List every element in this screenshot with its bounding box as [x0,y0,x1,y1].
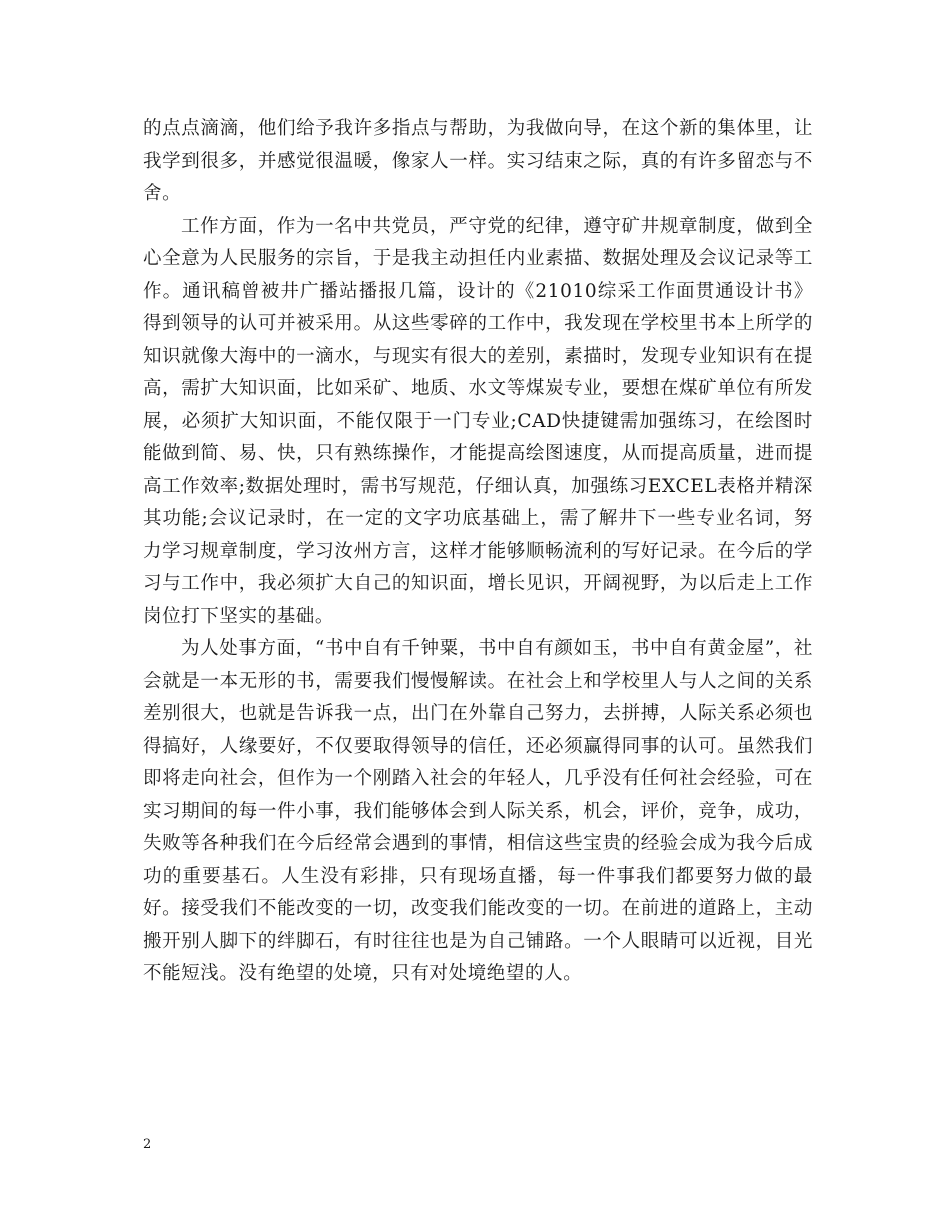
paragraph-conduct: 为人处事方面，“书中自有千钟粟，书中自有颜如玉，书中自有黄金屋”，社会就是一本无形的书，需要我们慢慢解读。在社会上和学校里人与人之间的关系差别很大，也就是告诉我一点，出门在外靠自己努力，去拼搏，人际关系必须也得搞好，人缘要好，不仅要取得领导的信任，还必须赢得同事的认可。虽然我们即将走向社会，但作为一个刚踏入社会的年轻人，几乎没有任何社会经验，可在实习期间的每一件小事，我们能够体会到人际关系，机会，评价，竞争，成功，失败等各种我们在今后经常会遇到的事情，相信这些宝贵的经验会成为我今后成功的重要基石。人生没有彩排，只有现场直播，每一件事我们都要努力做的最好。接受我们不能改变的一切，改变我们能改变的一切。在前进的道路上，主动搬开别人脚下的绊脚石，有时往往也是为自己铺路。一个人眼睛可以近视，目光不能短浅。没有绝望的处境，只有对处境绝望的人。 [143,638,813,984]
paragraph-work: 工作方面，作为一名中共党员，严守党的纪律，遵守矿井规章制度，做到全心全意为人民服务的宗旨，于是我主动担任内业素描、数据处理及会议记录等工作。通讯稿曾被井广播站播报几篇，设计的《21010综采工作面贯通设计书》得到领导的认可并被采用。从这些零碎的工作中，我发现在学校里书本上所学的知识就像大海中的一滴水，与现实有很大的差别，素描时，发现专业知识有在提高，需扩大知识面，比如采矿、地质、水文等煤炭专业，要想在煤矿单位有所发展，必须扩大知识面，不能仅限于一门专业;CAD快捷键需加强练习，在绘图时能做到简、易、快，只有熟练操作，才能提高绘图速度，从而提高质量，进而提高工作效率;数据处理时，需书写规范，仔细认真，加强练习EXCEL表格并精深其功能;会议记录时，在一定的文字功底基础上，需了解井下一些专业名词，努力学习规章制度，学习汝州方言，这样才能够顺畅流利的写好记录。在今后的学习与工作中，我必须扩大自己的知识面，增长见识，开阔视野，为以后走上工作岗位打下坚实的基础。 [143,215,813,627]
paragraph-continuation: 的点点滴滴，他们给予我许多指点与帮助，为我做向导，在这个新的集体里，让我学到很多，并感觉很温暖，像家人一样。实习结束之际，真的有许多留恋与不舍。 [143,118,813,204]
body-text [143,113,813,991]
page-number: 2 [143,1137,152,1152]
